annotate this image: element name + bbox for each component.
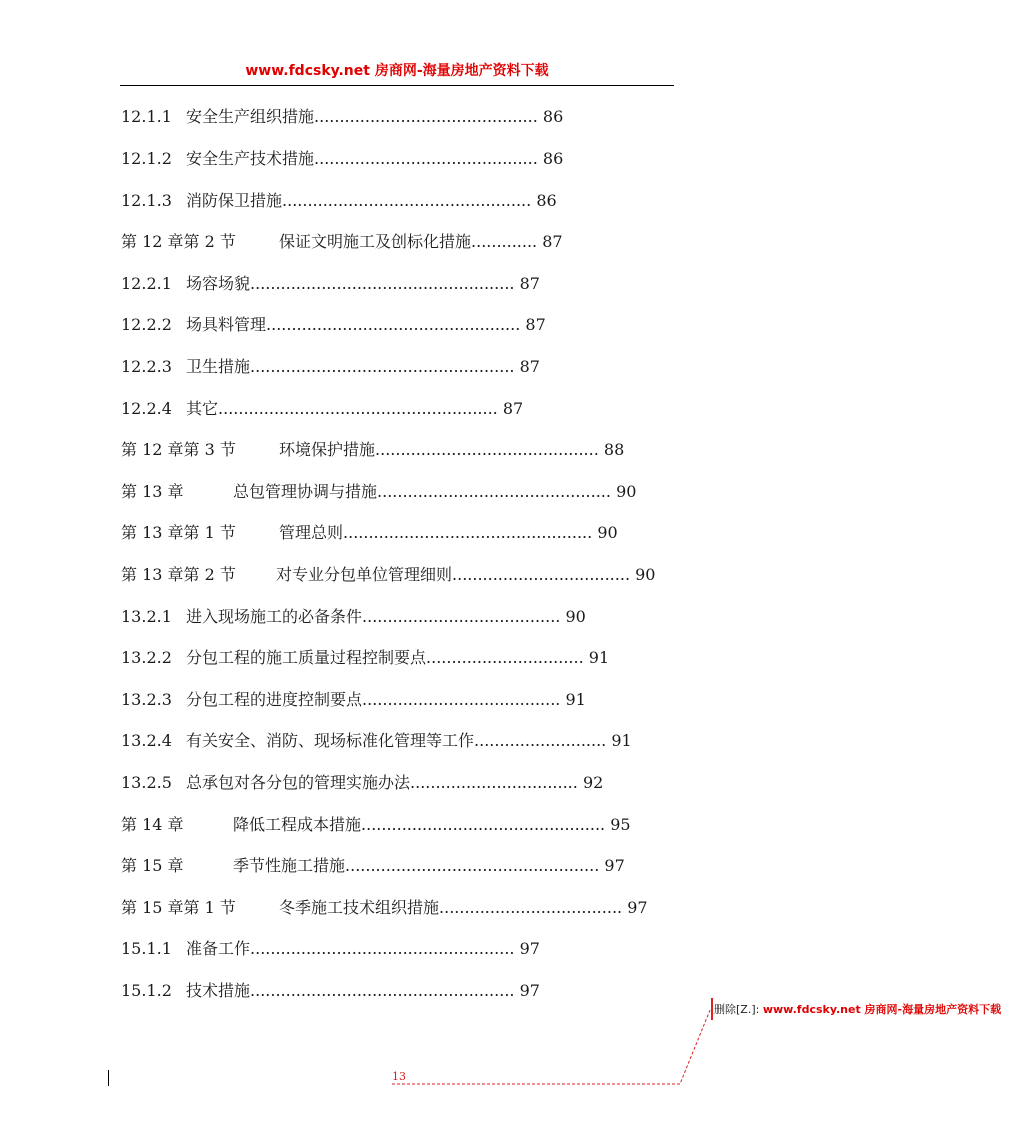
toc-entry-label: 12.1.2 xyxy=(121,149,172,168)
toc-entry-page: 95 xyxy=(610,815,631,834)
toc-entry-title: 分包工程的进度控制要点 xyxy=(186,690,363,709)
toc-leader-dots: .................................................... xyxy=(250,981,515,1000)
toc-entry-page: 87 xyxy=(519,274,540,293)
toc-entry-title: 季节性施工措施 xyxy=(233,856,346,875)
toc-leader-dots: ............................... xyxy=(426,648,584,667)
toc-entry-title: 降低工程成本措施 xyxy=(233,815,362,834)
toc-entry[interactable] xyxy=(121,646,609,670)
toc-entry-title: 冬季施工技术组织措施 xyxy=(279,898,440,917)
toc-entry[interactable] xyxy=(121,771,603,795)
toc-leader-dots: ....................................... xyxy=(362,690,561,709)
toc-entry-title: 技术措施 xyxy=(186,981,251,1000)
toc-entry-title: 场具料管理 xyxy=(186,315,267,334)
toc-entry-label: 12.2.1 xyxy=(121,274,172,293)
toc-leader-dots: .............................................. xyxy=(377,482,611,501)
toc-entry-label: 第 13 章第 1 节 xyxy=(121,523,236,542)
toc-entry[interactable] xyxy=(121,313,546,337)
toc-entry-title: 场容场貌 xyxy=(186,274,251,293)
toc-entry-title: 卫生措施 xyxy=(186,357,251,376)
toc-entry-label: 13.2.2 xyxy=(121,648,172,667)
toc-entry[interactable] xyxy=(121,189,557,213)
toc-entry-label: 第 13 章 xyxy=(121,482,184,501)
toc-entry-page: 88 xyxy=(603,440,625,459)
revision-balloon-text: www.fdcsky.net 房商网-海量房地产资料下载 xyxy=(762,1003,1002,1016)
toc-leader-dots: ............................................ xyxy=(314,107,538,126)
toc-entry-page: 91 xyxy=(565,690,586,709)
toc-entry-page: 97 xyxy=(604,856,625,875)
toc-entry-label: 第 12 章第 3 节 xyxy=(121,440,236,459)
toc-leader-dots: .................................................... xyxy=(250,357,515,376)
revision-leader-line xyxy=(390,1010,720,1090)
toc-leader-dots: ................................. xyxy=(410,773,578,792)
toc-entry-page: 90 xyxy=(597,523,618,542)
toc-entry-label: 12.1.3 xyxy=(121,191,172,210)
toc-entry-label: 12.2.3 xyxy=(121,357,172,376)
toc-entry-title: 环境保护措施 xyxy=(279,440,376,459)
toc-entry[interactable] xyxy=(121,480,636,504)
toc-entry[interactable] xyxy=(121,605,586,629)
toc-leader-dots: ....................................... xyxy=(362,607,561,626)
toc-entry[interactable] xyxy=(121,896,648,920)
toc-entry-title: 总包管理协调与措施 xyxy=(233,482,378,501)
text-cursor xyxy=(108,1070,109,1086)
toc-entry-label: 15.1.1 xyxy=(121,939,172,958)
toc-entry[interactable] xyxy=(121,854,625,878)
toc-leader-dots: ................................................. xyxy=(282,191,532,210)
toc-entry[interactable] xyxy=(121,937,540,961)
toc-leader-dots: ................................................. xyxy=(343,523,593,542)
toc-entry-label: 第 15 章 xyxy=(121,856,184,875)
toc-entry-title: 分包工程的施工质量过程控制要点 xyxy=(186,648,427,667)
toc-entry-title: 进入现场施工的必备条件 xyxy=(186,607,363,626)
toc-entry-label: 第 12 章第 2 节 xyxy=(121,232,236,251)
toc-entry-page: 92 xyxy=(582,773,604,792)
toc-entry[interactable] xyxy=(121,397,523,421)
page-header: www.fdcsky.net 房商网-海量房地产资料下载 xyxy=(245,63,549,79)
toc-entry-title: 有关安全、消防、现场标准化管理等工作 xyxy=(186,731,475,750)
toc-entry-label: 12.1.1 xyxy=(121,107,172,126)
toc-entry-page: 97 xyxy=(519,939,540,958)
toc-entry[interactable] xyxy=(121,521,618,545)
toc-leader-dots: ....................................................... xyxy=(218,399,498,418)
toc-entry-page: 97 xyxy=(519,981,540,1000)
toc-entry-title: 安全生产组织措施 xyxy=(186,107,315,126)
toc-leader-dots: ............. xyxy=(471,232,538,251)
toc-entry-page: 86 xyxy=(542,107,564,126)
toc-leader-dots: .................................................... xyxy=(250,939,515,958)
toc-leader-dots: .................................................. xyxy=(266,315,521,334)
toc-entry-label: 13.2.3 xyxy=(121,690,172,709)
toc-entry[interactable] xyxy=(121,563,655,587)
toc-entry-label: 13.2.4 xyxy=(121,731,172,750)
toc-entry-page: 97 xyxy=(627,898,648,917)
toc-leader-dots: ............................................ xyxy=(375,440,599,459)
toc-leader-dots: ............................................ xyxy=(314,149,538,168)
toc-entry-label: 第 13 章第 2 节 xyxy=(121,565,236,584)
toc-entry-label: 13.2.1 xyxy=(121,607,172,626)
toc-entry-page: 90 xyxy=(635,565,656,584)
toc-entry-title: 管理总则 xyxy=(279,523,344,542)
toc-entry-label: 13.2.5 xyxy=(121,773,172,792)
toc-entry[interactable] xyxy=(121,272,540,296)
toc-entry-page: 90 xyxy=(565,607,586,626)
toc-entry[interactable] xyxy=(121,438,624,462)
toc-entry-page: 87 xyxy=(542,232,563,251)
toc-entry-title: 保证文明施工及创标化措施 xyxy=(279,232,472,251)
toc-leader-dots: .................................... xyxy=(439,898,623,917)
toc-entry-label: 15.1.2 xyxy=(121,981,172,1000)
toc-entry-title: 消防保卫措施 xyxy=(186,191,283,210)
toc-leader-dots: .................................................... xyxy=(250,274,515,293)
toc-entry-title: 其它 xyxy=(186,399,219,418)
toc-entry-label: 12.2.2 xyxy=(121,315,172,334)
toc-entry-page: 86 xyxy=(542,149,564,168)
toc-entry-page: 91 xyxy=(588,648,610,667)
toc-entry-page: 86 xyxy=(536,191,557,210)
toc-entry-label: 12.2.4 xyxy=(121,399,172,418)
toc-entry[interactable] xyxy=(121,147,563,171)
toc-entry-title: 准备工作 xyxy=(186,939,251,958)
toc-leader-dots: .................................................. xyxy=(345,856,600,875)
toc-leader-dots: ................................................ xyxy=(361,815,606,834)
toc-entry[interactable] xyxy=(121,688,586,712)
header-rule xyxy=(120,85,674,86)
toc-entry-title: 对专业分包单位管理细则 xyxy=(276,565,453,584)
revision-balloon-label: 删除[Z.]: xyxy=(714,1003,760,1016)
toc-entry-title: 总承包对各分包的管理实施办法 xyxy=(186,773,411,792)
toc-entry[interactable] xyxy=(121,813,631,837)
page-number: 13 xyxy=(392,1070,406,1083)
toc-entry-page: 91 xyxy=(611,731,632,750)
toc-entry[interactable] xyxy=(121,355,540,379)
toc-entry[interactable] xyxy=(121,729,632,753)
toc-entry-label: 第 14 章 xyxy=(121,815,184,834)
toc-entry-page: 87 xyxy=(519,357,540,376)
toc-entry[interactable] xyxy=(121,105,563,129)
toc-entry-page: 87 xyxy=(502,399,524,418)
toc-entry[interactable] xyxy=(121,979,540,1003)
toc-leader-dots: ................................... xyxy=(452,565,631,584)
toc-entry-page: 90 xyxy=(616,482,637,501)
revision-balloon[interactable] xyxy=(714,1001,1024,1019)
toc-entry-page: 87 xyxy=(525,315,546,334)
toc-entry-label: 第 15 章第 1 节 xyxy=(121,898,236,917)
toc-leader-dots: .......................... xyxy=(474,731,607,750)
toc-entry[interactable] xyxy=(121,230,563,254)
toc-entry-title: 安全生产技术措施 xyxy=(186,149,315,168)
